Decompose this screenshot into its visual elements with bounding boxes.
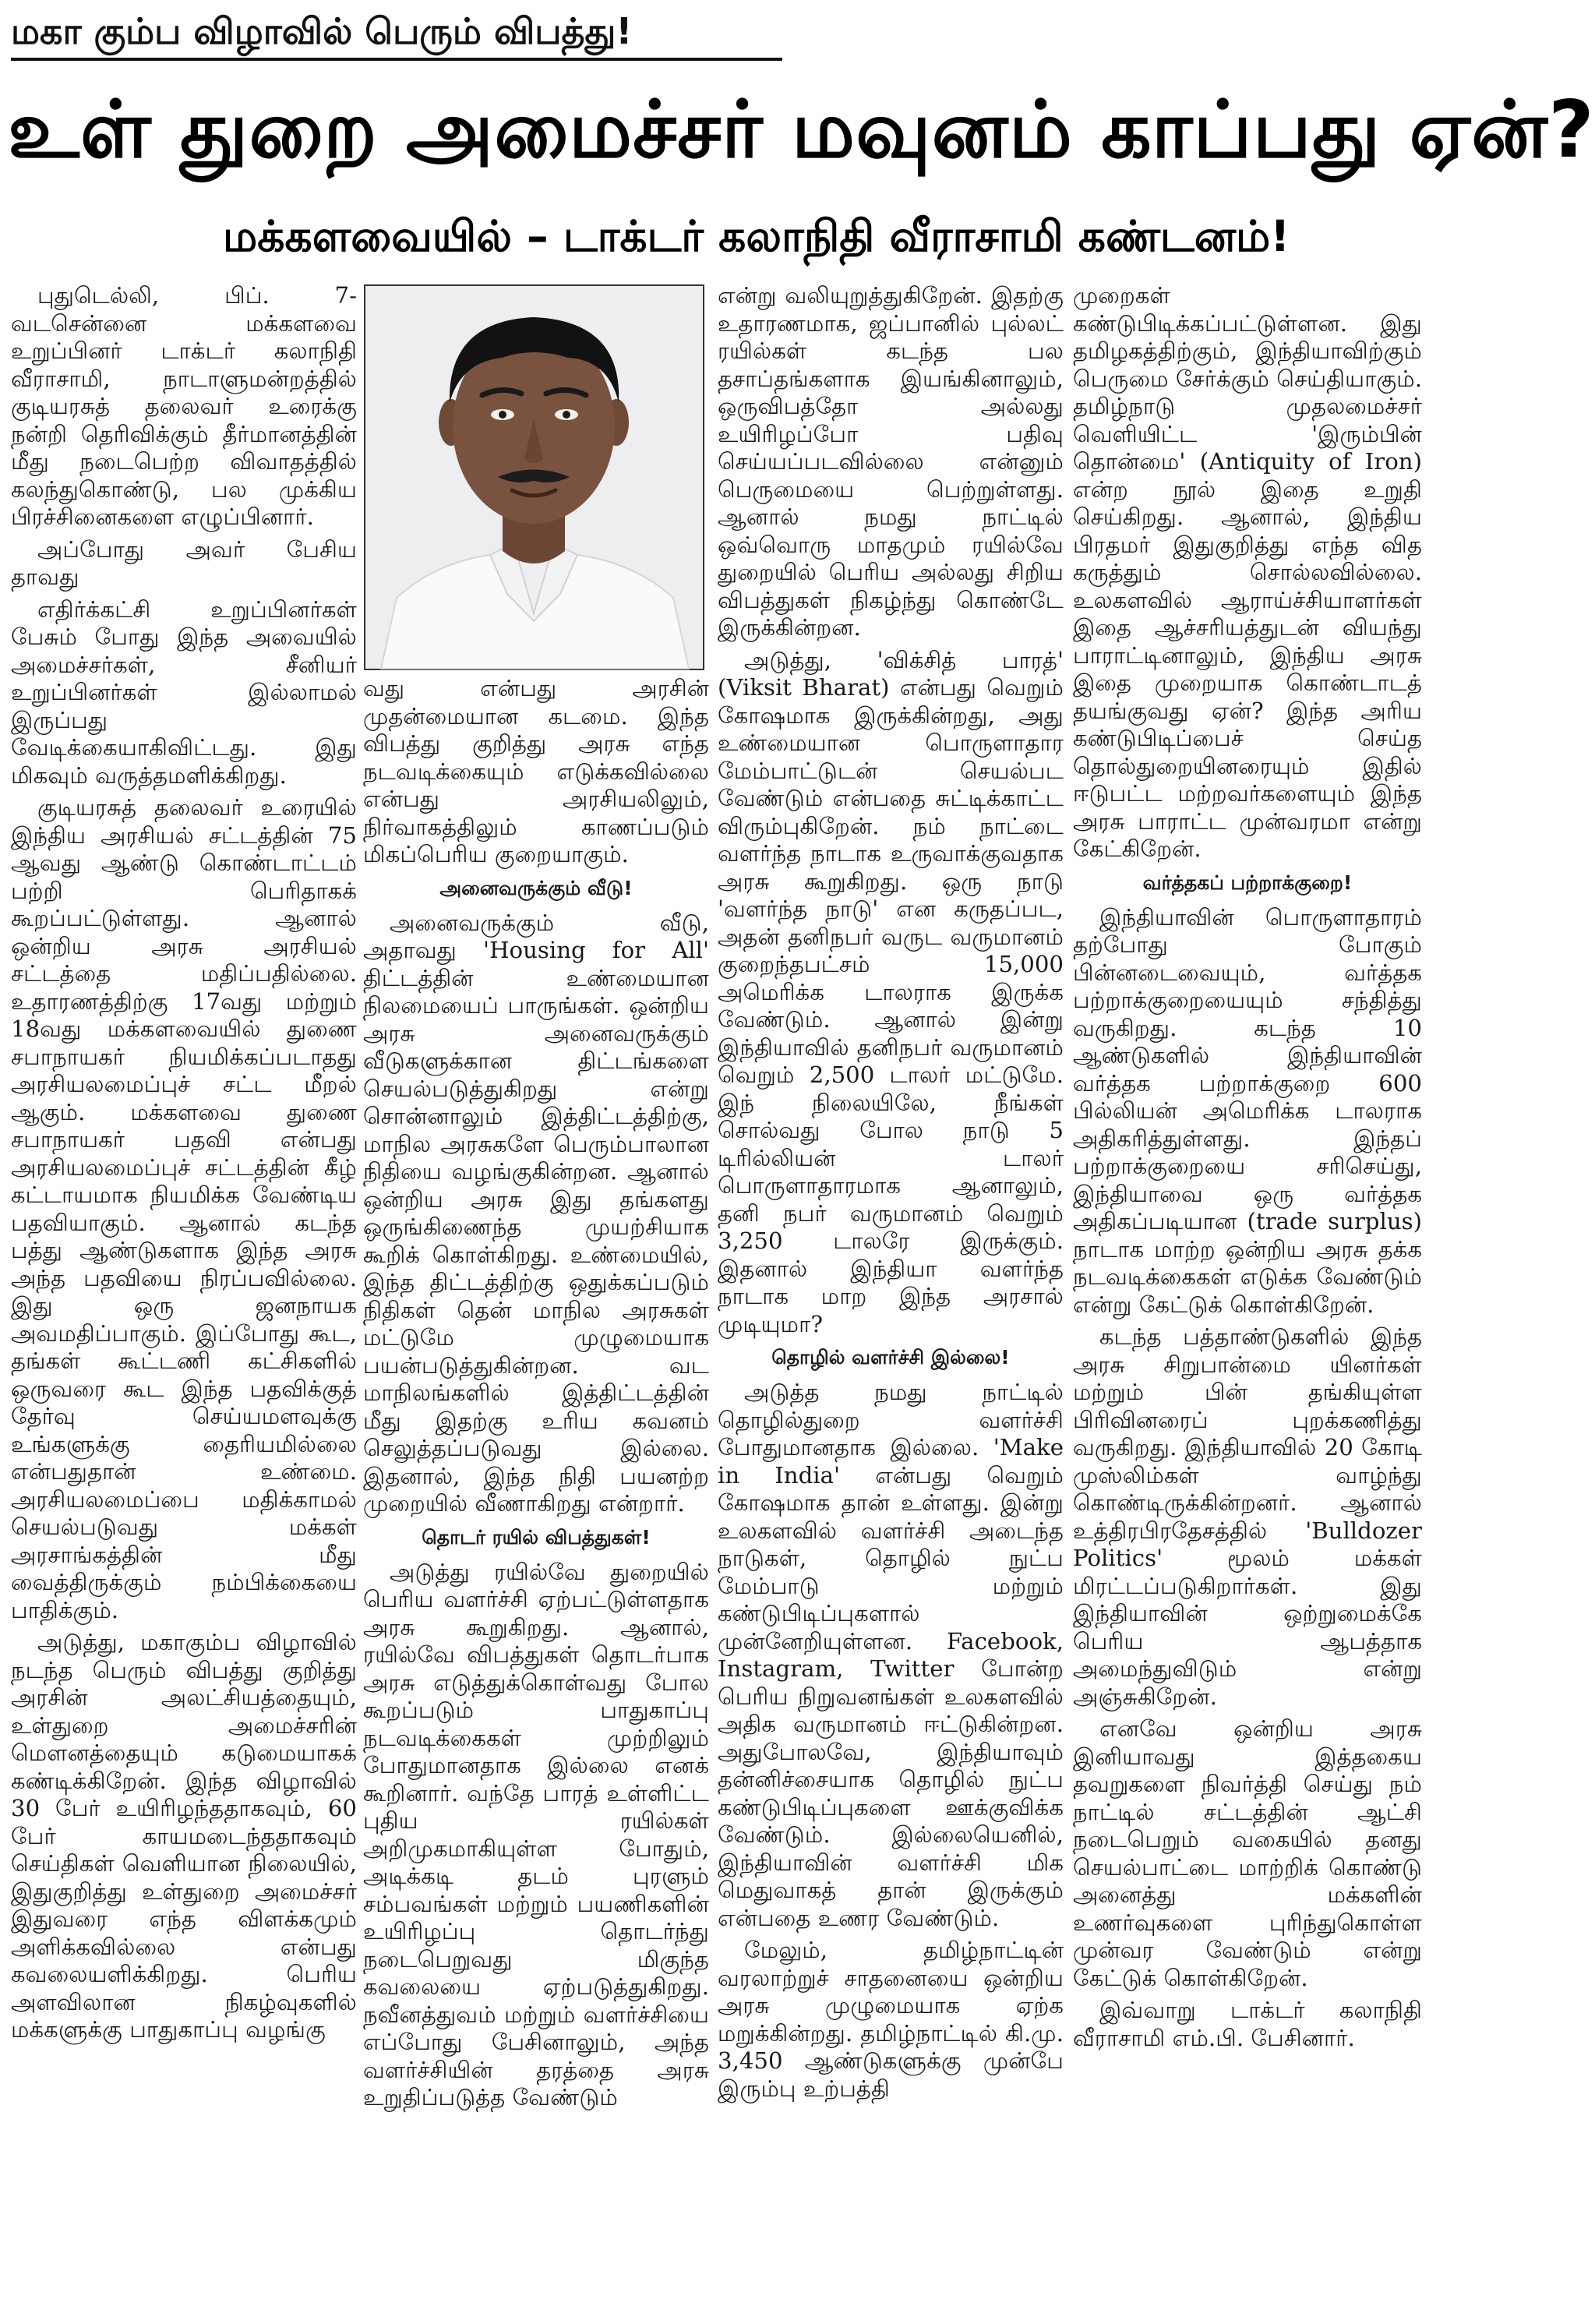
column-3-paragraph: மேலும், தமிழ்நாட்டின் வரலாற்றுச் சாதனையை ஒன்றிய அரசு முழுமையாக ஏற்க மறுக்கின்றது. தமிழ்நாட்டில் கி.மு. 3,450 ஆண்டுகளுக்கு முன்பே இரும்பு உற்பத்தி bbox=[718, 1937, 1064, 2102]
kicker-underline bbox=[11, 58, 782, 61]
section-heading-industry: தொழில் வளர்ச்சி இல்லை! bbox=[771, 1346, 1010, 1369]
section-heading-housing: அனைவருக்கும் வீடு! bbox=[439, 876, 633, 899]
column-3-paragraph: என்று வலியுறுத்துகிறேன். இதற்கு உதாரணமாக, ஜப்பானில் புல்லட் ரயில்கள் கடந்த பல தசாப்தங்களாக இயங்கினாலும், ஒருவிபத்தோ அல்லது உயிரிழப்போ பதிவு செய்யப்படவில்லை என்னும் பெருமையை பெற்றுள்ளது. ஆனால் நமது நாட்டில் ஒவ்வொரு மாதமும் ரயில்வே துறையில் பெரிய அல்லது சிறிய விபத்துகள் நிகழ்ந்து கொண்டே இருக்கின்றன. bbox=[718, 282, 1064, 641]
column-2-paragraph: அடுத்து ரயில்வே துறையில் பெரிய வளர்ச்சி ஏற்பட்டுள்ளதாக அரசு கூறுகிறது. ஆனால், ரயில்வே விபத்துகள் தொடர்பாக அரசு எடுத்துக்கொள்வது போல கூறப்படும் பாதுகாப்பு நடவடிக்கைகள் முற்றிலும் போதுமானதாக இல்லை எனக் கூறினார். வந்தே பாரத் உள்ளிட்ட புதிய ரயில்கள் அறிமுகமாகியுள்ள போதும், அடிக்கடி தடம் புரளும் சம்பவங்கள் மற்றும் பயணிகளின் உயிரிழப்பு தொடர்ந்து நடைபெறுவது மிகுந்த கவலையை ஏற்படுத்துகிறது. நவீனத்துவம் மற்றும் வளர்ச்சியை எப்போது பேசினாலும், அந்த வளர்ச்சியின் தரத்தை அரசு உறுதிப்படுத்த வேண்டும் bbox=[363, 1558, 709, 2110]
subheadline: மக்களவையில் – டாக்டர் கலாநிதி வீராசாமி கண்டனம்! bbox=[223, 211, 1290, 261]
portrait-illustration bbox=[365, 286, 703, 669]
column-2-paragraph: வது என்பது அரசின் முதன்மையான கடமை. இந்த விபத்து குறித்து அரசு எந்த நடவடிக்கையும் எடுக்கவில்லை என்பது அரசியலிலும், நிர்வாகத்திலும் காணப்படும் மிகப்பெரிய குறையாகும். bbox=[363, 675, 709, 867]
portrait-photo bbox=[364, 284, 704, 670]
column-3-paragraph: அடுத்து, 'விக்சித் பாரத்' (Viksit Bharat) என்பது வெறும் கோஷமாக இருக்கின்றது, அது உண்மையான பொருளாதார மேம்பாட்டுடன் செயல்பட வேண்டும் என்பதை சுட்டிக்காட்ட விரும்புகிறேன். நம் நாட்டை வளர்ந்த நாடாக உருவாக்குவதாக அரசு கூறுகிறது. ஒரு நாடு 'வளர்ந்த நாடு' என கருதப்பட, அதன் தனிநபர் வருட வருமானம் குறைந்தபட்சம் 15,000 அமெரிக்க டாலராக இருக்க வேண்டும். ஆனால் இன்று இந்தியாவில் தனிநபர் வருமானம் வெறும் 2,500 டாலர் மட்டுமே. இந் நிலையிலே, நீங்கள் சொல்வது போல நாடு 5 டிரில்லியன் டாலர் பொருளாதாரமாக ஆனாலும், தனி நபர் வருமானம் வெறும் 3,250 டாலரே இருக்கும். இதனால் இந்தியா வளர்ந்த நாடாக மாற இந்த அரசால் முடியுமா? bbox=[718, 646, 1064, 1337]
column-1-paragraph: அப்போது அவர் பேசிய தாவது bbox=[11, 535, 357, 590]
column-4-paragraph: இந்தியாவின் பொருளாதாரம் தற்போது போகும் பின்னடைவையும், வர்த்தக பற்றாக்குறையையும் சந்தித்து வருகிறது. கடந்த 10 ஆண்டுகளில் இந்தியாவின் வர்த்தக பற்றாக்குறை 600 பில்லியன் அமெரிக்க டாலராக அதிகரித்துள்ளது. இந்தப் பற்றாக்குறையை சரிசெய்து, இந்தியாவை ஒரு வர்த்தக அதிகப்படியான (trade surplus) நாடாக மாற்ற ஒன்றிய அரசு தக்க நடவடிக்கைகள் எடுக்க வேண்டும் என்று கேட்டுக் கொள்கிறேன். bbox=[1073, 903, 1422, 1318]
column-1-paragraph: எதிர்க்கட்சி உறுப்பினர்கள் பேசும் போது இந்த அவையில் அமைச்சர்கள், சீனியர் உறுப்பினர்கள் இல்லாமல் இருப்பது வேடிக்கையாகிவிட்டது. இது மிகவும் வருத்தமளிக்கிறது. bbox=[11, 595, 357, 789]
column-4-paragraph: கடந்த பத்தாண்டுகளில் இந்த அரசு சிறுபான்மை யினர்கள் மற்றும் பின் தங்கியுள்ள பிரிவினரைப் புறக்கணித்து வருகிறது. இந்தியாவில் 20 கோடி முஸ்லிம்கள் வாழ்ந்து கொண்டிருக்கின்றனர். ஆனால் உத்திரபிரதேசத்தில் 'Bulldozer Politics' மூலம் மக்கள் மிரட்டப்படுகிறார்கள். இது இந்தியாவின் ஒற்றுமைக்கே பெரிய ஆபத்தாக அமைந்துவிடும் என்று அஞ்சுகிறேன். bbox=[1073, 1323, 1422, 1710]
column-1-paragraph: குடியரசுத் தலைவர் உரையில் இந்திய அரசியல் சட்டத்தின் 75 ஆவது ஆண்டு கொண்டாட்டம் பற்றி பெரிதாகக் கூறப்பட்டுள்ளது. ஆனால் ஒன்றிய அரசு அரசியல் சட்டத்தை மதிப்பதில்லை. உதாரணத்திற்கு 17வது மற்றும் 18வது மக்களவையில் துணை சபாநாயகர் நியமிக்கப்படாதது அரசியலமைப்புச் சட்ட மீறல் ஆகும். மக்களவை துணை சபாநாயகர் பதவி என்பது அரசியலமைப்புச் சட்டத்தின் கீழ் கட்டாயமாக நியமிக்க வேண்டிய பதவியாகும். ஆனால் கடந்த பத்து ஆண்டுகளாக இந்த அரசு அந்த பதவியை நிரப்பவில்லை. இது ஒரு ஜனநாயக அவமதிப்பாகும். இப்போது கூட, தங்கள் கூட்டணி கட்சிகளில் ஒருவரை கூட இந்த பதவிக்குத் தேர்வு செய்யமளவுக்கு உங்களுக்கு தைரியமில்லை என்பதுதான் உண்மை. அரசியலமைப்பை மதிக்காமல் செயல்படுவது மக்கள் அரசாங்கத்தின் மீது வைத்திருக்கும் நம்பிக்கையை பாதிக்கும். bbox=[11, 794, 357, 1623]
section-heading-rail-accidents: தொடர் ரயில் விபத்துகள்! bbox=[422, 1525, 651, 1549]
column-4-paragraph: எனவே ஒன்றிய அரசு இனியாவது இத்தகைய தவறுகளை நிவர்த்தி செய்து நம் நாட்டில் சட்டத்தின் ஆட்சி நடைபெறும் வகையில் தனது செயல்பாட்டை மாற்றிக் கொண்டு அனைத்து மக்களின் உணர்வுகளை புரிந்துகொள்ள முன்வர வேண்டும் என்று கேட்டுக் கொள்கிறேன். bbox=[1073, 1715, 1422, 1991]
section-heading-trade-deficit: வர்த்தகப் பற்றாக்குறை! bbox=[1142, 871, 1353, 894]
column-2 bbox=[363, 675, 709, 2315]
column-1-paragraph: புதுடெல்லி, பிப். 7- வடசென்னை மக்களவை உறுப்பினர் டாக்டர் கலாநிதி வீராசாமி, நாடாளுமன்றத்தில் குடியரசுத் தலைவர் உரைக்கு நன்றி தெரிவிக்கும் தீர்மானத்தின் மீது நடைபெற்ற விவாதத்தில் கலந்துகொண்டு, பல முக்கிய பிரச்சினைகளை எழுப்பினார். bbox=[11, 282, 357, 530]
headline: உள் துறை அமைச்சர் மவுனம் காப்பது ஏன்? bbox=[8, 83, 1595, 175]
column-3 bbox=[718, 282, 1064, 2315]
column-1 bbox=[11, 282, 357, 2315]
kicker: மகா கும்ப விழாவில் பெரும் விபத்து! bbox=[11, 10, 633, 52]
column-4 bbox=[1073, 282, 1422, 2315]
column-3-paragraph: அடுத்த நமது நாட்டில் தொழில்துறை வளர்ச்சி போதுமானதாக இல்லை. 'Make in India' என்பது வெறும் கோஷமாக தான் உள்ளது. இன்று உலகளவில் வளர்ச்சி அடைந்த நாடுகள், தொழில் நுட்ப மேம்பாடு மற்றும் கண்டுபிடிப்புகளால் முன்னேறியுள்ளன. Facebook, Instagram, Twitter போன்ற பெரிய நிறுவனங்கள் உலகளவில் அதிக வருமானம் ஈட்டுகின்றன. அதுபோலவே, இந்தியாவும் தன்னிச்சையாக தொழில் நுட்ப கண்டுபிடிப்புகளை ஊக்குவிக்க வேண்டும். இல்லையெனில், இந்தியாவின் வளர்ச்சி மிக மெதுவாகத் தான் இருக்கும் என்பதை உணர வேண்டும். bbox=[718, 1379, 1064, 1931]
column-1-paragraph: அடுத்து, மகாகும்ப விழாவில் நடந்த பெரும் விபத்து குறித்து அரசின் அலட்சியத்தையும், உள்துறை அமைச்சரின் மௌனத்தையும் கடுமையாகக் கண்டிக்கிறேன். இந்த விழாவில் 30 பேர் உயிரிழந்ததாகவும், 60 பேர் காயமடைந்ததாகவும் செய்திகள் வெளியான நிலையில், இதுகுறித்து உள்துறை அமைச்சர் இதுவரை எந்த விளக்கமும் அளிக்கவில்லை என்பது கவலையளிக்கிறது. பெரிய அளவிலான நிகழ்வுகளில் மக்களுக்கு பாதுகாப்பு வழங்கு bbox=[11, 1629, 357, 2043]
column-2-paragraph: அனைவருக்கும் வீடு, அதாவது 'Housing for All' திட்டத்தின் உண்மையான நிலமையைப் பாருங்கள். ஒன்றிய அரசு அனைவருக்கும் வீடுகளுக்கான திட்டங்களை செயல்படுத்துகிறது என்று சொன்னாலும் இத்திட்டத்திற்கு, மாநில அரசுகளே பெரும்பாலான நிதியை வழங்குகின்றன. ஆனால் ஒன்றிய அரசு இது தங்களது ஒருங்கிணைந்த முயற்சியாக கூறிக் கொள்கிறது. உண்மையில், இந்த திட்டத்திற்கு ஒதுக்கப்படும் நிதிகள் தென் மாநில அரசுகள் மட்டுமே முழுமையாக பயன்படுத்துகின்றன. வட மாநிலங்களில் இத்திட்டத்தின் மீது இதற்கு உரிய கவனம் செலுத்தப்படுவது இல்லை. இதனால், இந்த நிதி பயனற்ற முறையில் வீணாகிறது என்றார். bbox=[363, 909, 709, 1517]
column-4-paragraph: இவ்வாறு டாக்டர் கலாநிதி வீராசாமி எம்.பி. பேசினார். bbox=[1073, 1997, 1422, 2051]
column-4-paragraph: முறைகள் கண்டுபிடிக்கப்பட்டுள்ளன. இது தமிழகத்திற்கும், இந்தியாவிற்கும் பெருமை சேர்க்கும் செய்தியாகும். தமிழ்நாடு முதலமைச்சர் வெளியிட்ட 'இரும்பின் தொன்மை' (Antiquity of Iron) என்ற நூல் இதை உறுதி செய்கிறது. ஆனால், இந்திய பிரதமர் இதுகுறித்து எந்த வித கருத்தும் சொல்லவில்லை. உலகளவில் ஆராய்ச்சியாளர்கள் இதை ஆச்சரியத்துடன் வியந்து பாராட்டினாலும், இந்திய அரசு இதை முறையாக கொண்டாடத் தயங்குவது ஏன்? இந்த அரிய கண்டுபிடிப்பைச் செய்த தொல்துறையினரையும் இதில் ஈடுபட்ட மற்றவர்களையும் இந்த அரசு பாராட்ட முன்வரமா என்று கேட்கிறேன். bbox=[1073, 282, 1422, 862]
